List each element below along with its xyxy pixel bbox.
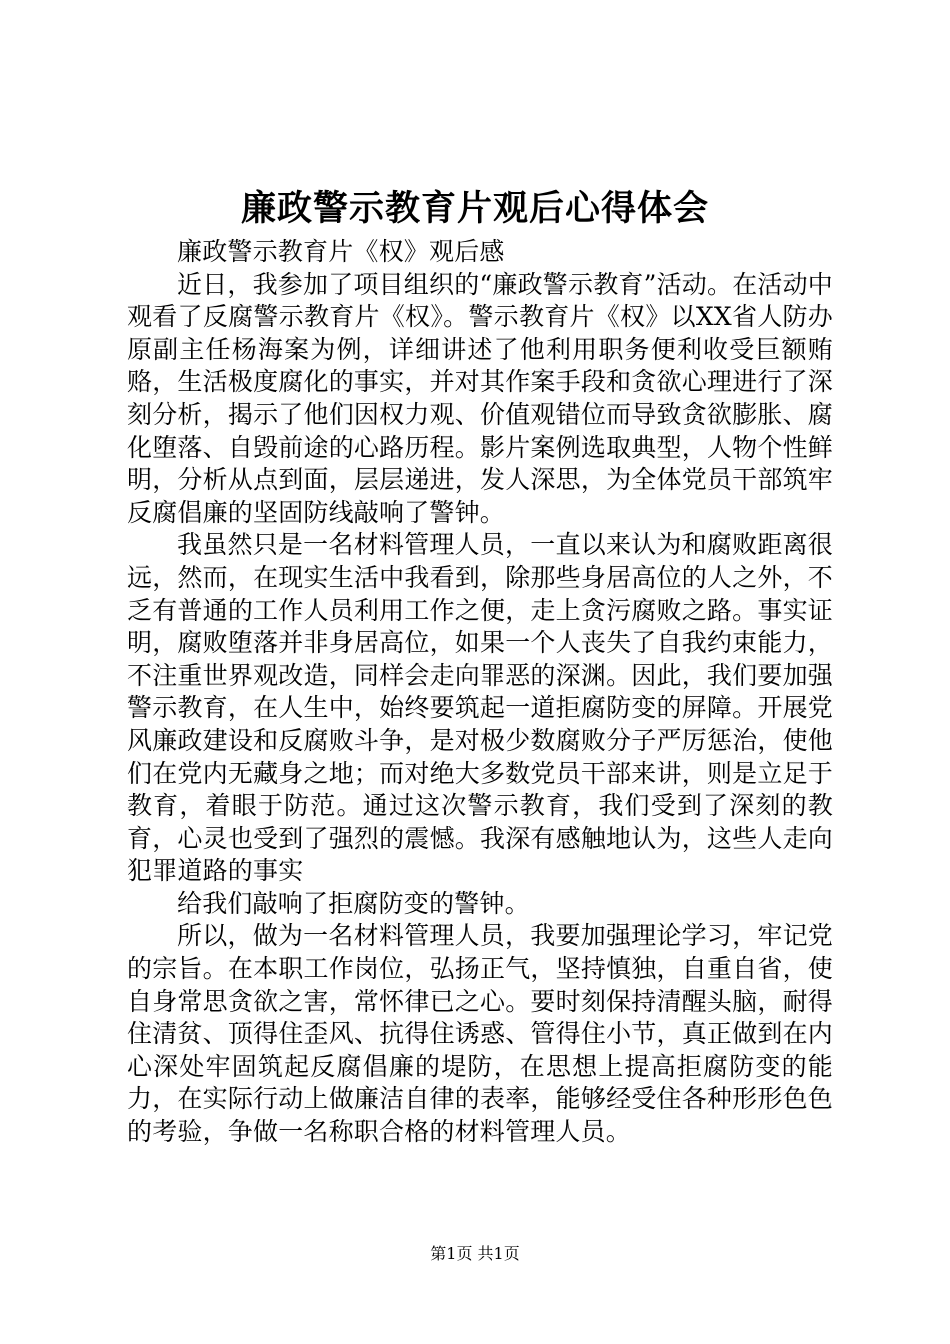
paragraph-subtitle: 廉政警示教育片《权》观后感 (177, 237, 505, 266)
paragraph-2: 我虽然只是一名材料管理人员，一直以来认为和腐败距离很远，然而，在现实生活中我看到，除那些身居高位的人之外，不乏有普通的工作人员利用工作之便，走上贪污腐败之路。事实证明，腐败堕落并非身居高位，如果一个人丧失了自我约束能力，不注重世界观改造，同样会走向罪恶的深渊。因此，我们要加强警示教育，在人生中，始终要筑起一道拒腐防变的屏障。开展党风廉政建设和反腐败斗争，是对极少数腐败分子严厉惩治，使他们在党内无藏身之地；而对绝大多数党员干部来讲，则是立足于教育，着眼于防范。通过这次警示教育，我们受到了深刻的教育，心灵也受到了强烈的震憾。我深有感触地认为，这些人走向犯罪道路的事实 (127, 530, 833, 886)
document-body (127, 236, 833, 1149)
paragraph-3: 给我们敲响了拒腐防变的警钟。 (177, 888, 530, 918)
document-title: 廉政警示教育片观后心得体会 (240, 188, 709, 229)
paragraph-4: 所以，做为一名材料管理人员，我要加强理论学习，牢记党的宗旨。在本职工作岗位，弘扬正气，坚持慎独，自重自省，使自身常思贪欲之害，常怀律已之心。要时刻保持清醒头脑，耐得住清贫、顶得住歪风、抗得住诱惑、管得住小节，真正做到在内心深处牢固筑起反腐倡廉的堤防，在思想上提高拒腐防变的能力，在实际行动上做廉洁自律的表率，能够经受住各种形形色色的考验，争做一名称职合格的材料管理人员。 (127, 921, 833, 1147)
page-number: 第1页 共1页 (430, 1244, 520, 1263)
paragraph-1: 近日，我参加了项目组织的“廉政警示教育”活动。在活动中观看了反腐警示教育片《权》。警示教育片《权》以XX省人防办原副主任杨海案为例，详细讲述了他利用职务便利收受巨额贿赂，生活极度腐化的事实，并对其作案手段和贪欲心理进行了深刻分析，揭示了他们因权力观、价值观错位而导致贪欲膨胀、腐化堕落、自毁前途的心路历程。影片案例选取典型，人物个性鲜明，分析从点到面，层层递进，发人深思，为全体党员干部筑牢反腐倡廉的坚固防线敲响了警钟。 (127, 269, 833, 527)
